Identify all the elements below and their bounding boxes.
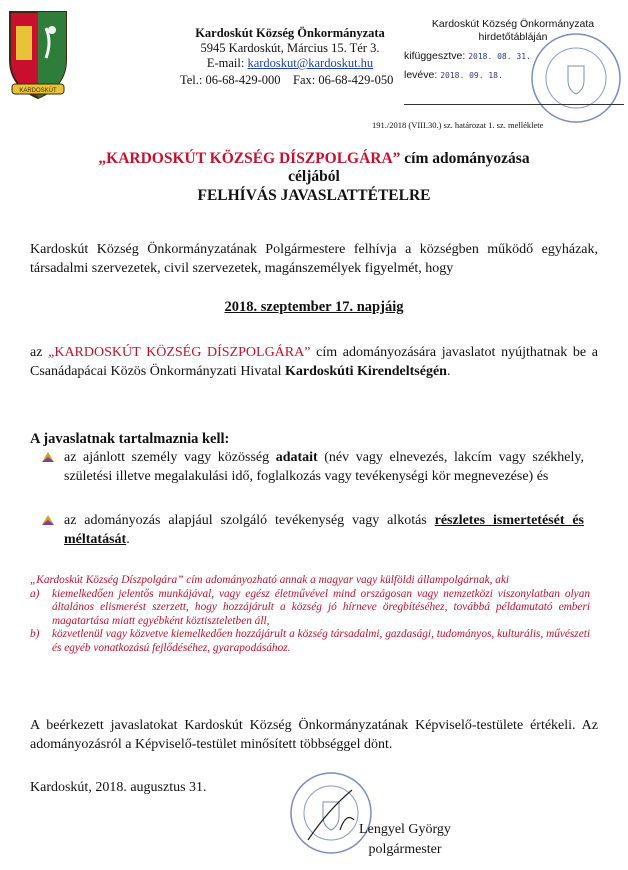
title-honor-name: „KARDOSKÚT KÖZSÉG DÍSZPOLGÁRA” (98, 150, 401, 167)
page-title (0, 150, 628, 168)
title-line2: céljából (288, 168, 340, 185)
criteria-b-text: közvetlenül vagy közvetve kiemelkedően hozzájárult a község társadalmi, gazdasági, tudományos, kulturális, művészeti és egyéb vonatkozású fejlődéséhez, gyarapodásához. (52, 628, 590, 654)
req2-pre: az adományozás alapjául szolgáló tevékenység vagy alkotás (64, 513, 435, 528)
req2-post: . (126, 532, 130, 547)
place-date: Kardoskút, 2018. augusztus 31. (30, 780, 207, 795)
email-link[interactable]: kardoskut@kardoskut.hu (247, 56, 374, 70)
removed-value: 2018. 09. 18. (440, 71, 503, 80)
requirement-item (44, 511, 584, 549)
title-rest: cím adományozása (400, 150, 530, 167)
email-label: E-mail: (206, 56, 248, 70)
email-line (170, 56, 410, 71)
signer-role: polgármester (368, 842, 442, 857)
requirement-item (44, 448, 584, 486)
p2-mid: cím adományozására javaslatot nyújthatnak be a Csanádapácai Közös Önkormányzati Hivatal (30, 345, 598, 379)
signature-block (340, 820, 470, 860)
criteria-item-a (30, 588, 590, 629)
posted-value: 2018. 08. 31. (468, 52, 531, 61)
requirement-text (64, 511, 584, 549)
criteria-a-text: kiemelkedően jelentős munkájával, vagy egész életművével mind országosan vagy nemzetközi viszonylatban olyan általános elismerést szerzett, hogy hozzájárult a község jó hírneve öregbítéséhez, továbbá példamutató emberi magatartása miatt egyébként köztiszteletben áll, (52, 587, 590, 627)
criteria-intro: „Kardoskút Község Díszpolgára” cím adományozható annak a magyar vagy külföldi állampolgárnak, aki (30, 574, 510, 586)
crest-ribbon-text: KARDOSKÚT (19, 88, 57, 94)
award-criteria (30, 574, 590, 656)
requirements-title: A javaslatnak tartalmaznia kell: (30, 431, 230, 447)
letterhead (170, 26, 410, 88)
phone: Tel.: 06-68-429-000 (180, 73, 281, 87)
bullet-arrow-icon (40, 450, 56, 464)
office-seal-icon (528, 30, 624, 126)
municipal-crest (6, 8, 70, 104)
org-address: 5945 Kardoskút, Március 15. Tér 3. (200, 41, 380, 55)
org-name: Kardoskút Község Önkormányzata (195, 26, 385, 40)
req1-post: (név vagy elnevezés, lakcím vagy székhely, születési illetve megalakulási idő, foglalkozás vagy tevékenységi kör megnevezése) és (64, 450, 584, 484)
p2-prefix: az (30, 345, 49, 360)
notice-line1: Kardoskút Község Önkormányzata (431, 18, 595, 30)
p2-office: Kardoskúti Kirendeltségén (285, 364, 447, 379)
posted-label: kifüggesztve: (404, 50, 466, 62)
req2-bold: részletes ismertetését és méltatását (64, 513, 584, 547)
removed-label: levéve: (404, 69, 438, 81)
phone-fax-line (170, 73, 410, 88)
criteria-b-label: b) (30, 628, 40, 641)
bullet-arrow-icon (40, 513, 56, 527)
criteria-a-label: a) (30, 587, 40, 600)
closing-paragraph: A beérkezett javaslatokat Kardoskút Község Önkormányzatának Képviselő-testülete értékeli. Az adományozásról a Képviselő-testület minősített többséggel dönt. (30, 718, 598, 752)
requirement-text (64, 448, 584, 486)
signer-name: Lengyel György (359, 822, 451, 837)
p2-honor-name: „KARDOSKÚT KÖZSÉG DÍSZPOLGÁRA” (48, 345, 311, 360)
title-line3: FELHÍVÁS JAVASLATTÉTELRE (197, 187, 431, 204)
resolution-reference: 191./2018 (VIII.30.) sz. határozat 1. sz. melléklete (372, 120, 544, 130)
intro-paragraph: Kardoskút Község Önkormányzatának Polgármestere felhívja a községben működő egyházak, társadalmi szervezetek, civil szervezetek, magánszemélyek figyelmét, hogy (30, 242, 598, 276)
fax: Fax: 06-68-429-050 (293, 73, 394, 87)
req1-bold: adatait (275, 450, 318, 465)
p2-end: . (446, 364, 451, 379)
notice-line2: hirdetőtábláján (478, 31, 548, 43)
submission-paragraph (30, 343, 598, 381)
deadline: 2018. szeptember 17. napjáig (224, 299, 404, 315)
req1-pre: az ajánlott személy vagy közösség (64, 450, 276, 465)
criteria-item-b (30, 628, 590, 655)
header-divider (404, 104, 624, 105)
